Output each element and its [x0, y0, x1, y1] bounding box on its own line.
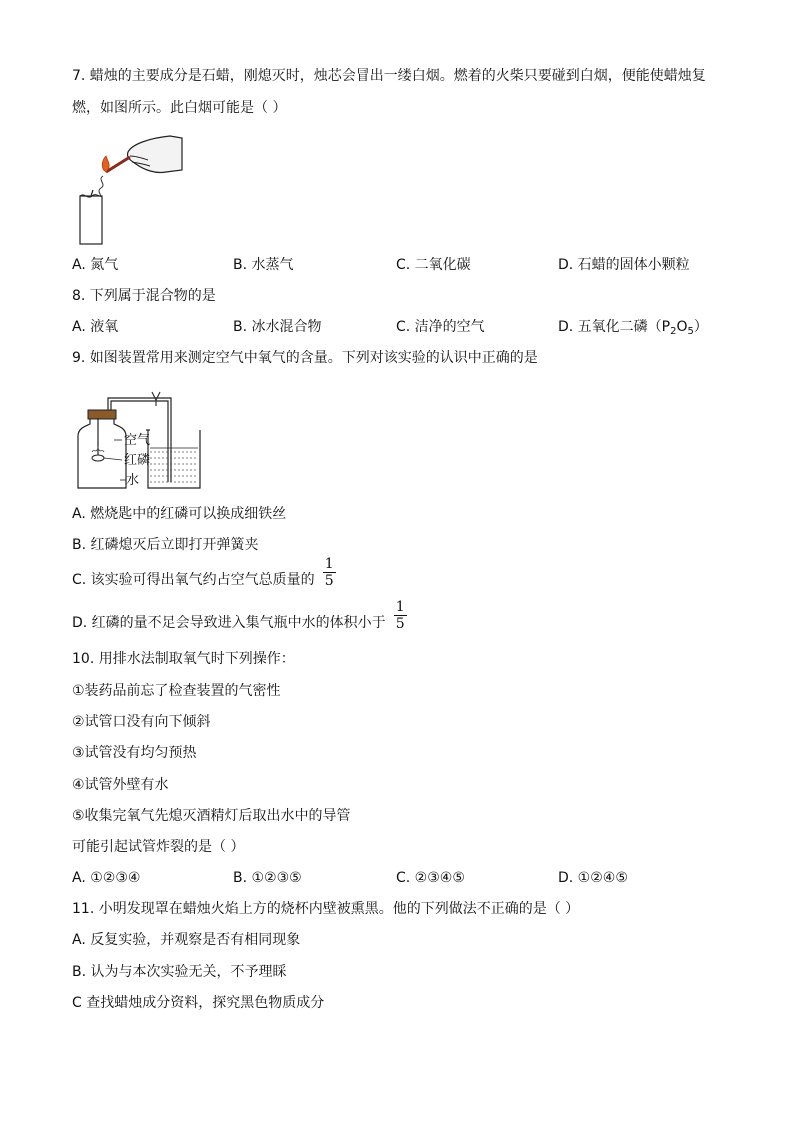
q7-option-c[interactable]: C. 二氧化碳 — [396, 257, 471, 273]
q8-option-d[interactable] — [558, 317, 708, 342]
q11-option-c[interactable]: C 查找蜡烛成分资料，探究黑色物质成分 — [72, 995, 325, 1011]
q7-option-b[interactable]: B. 水蒸气 — [233, 257, 294, 273]
q11-stem: 11. 小明发现罩在蜡烛火焰上方的烧杯内壁被熏黑。他的下列做法不正确的是（ ） — [72, 901, 580, 917]
q9-stem: 9. 如图装置常用来测定空气中氧气的含量。下列对该实验的认识中正确的是 — [72, 350, 538, 366]
q8-option-d-prefix: D. 五氧化二磷（P — [558, 319, 671, 335]
q10-item-2: ②试管口没有向下倾斜 — [72, 714, 211, 730]
q7-option-a[interactable]: A. 氮气 — [72, 257, 119, 273]
q8-option-a[interactable]: A. 液氧 — [72, 319, 119, 335]
q10-stem: 10. 用排水法制取氧气时下列操作： — [72, 651, 295, 667]
q10-option-c[interactable]: C. ②③④⑤ — [396, 870, 465, 886]
q10-item-3: ③试管没有均匀预热 — [72, 745, 197, 761]
fraction-denominator: 5 — [395, 615, 405, 632]
q7-stem-line2: 燃，如图所示。此白烟可能是（ ） — [72, 100, 287, 116]
q10-option-d[interactable]: D. ①②④⑤ — [558, 870, 628, 886]
q10-option-b[interactable]: B. ①②③⑤ — [233, 870, 302, 886]
q8-option-d-suffix: ） — [693, 319, 708, 335]
q9-option-c[interactable] — [72, 555, 336, 590]
q8-option-d-sub2: 5 — [687, 326, 694, 337]
fraction-denominator: 5 — [324, 572, 334, 589]
fraction-one-fifth — [394, 599, 407, 632]
q9-option-d[interactable] — [72, 598, 407, 633]
q8-option-b[interactable]: B. 冰水混合物 — [233, 319, 322, 335]
q9-option-b[interactable]: B. 红磷熄灭后立即打开弹簧夹 — [72, 537, 259, 553]
fraction-one-fifth — [323, 556, 336, 589]
q10-item-5: ⑤收集完氧气先熄灭酒精灯后取出水中的导管 — [72, 808, 351, 824]
q9-option-c-text: C. 该实验可得出氧气约占空气总质量的 — [72, 572, 315, 588]
q10-item-1: ①装药品前忘了检查装置的气密性 — [72, 683, 281, 699]
q10-question: 可能引起试管炸裂的是（ ） — [72, 839, 245, 855]
fraction-numerator: 1 — [395, 598, 405, 615]
label-air: 空气 — [124, 433, 151, 448]
fraction-numerator: 1 — [324, 555, 334, 572]
q10-option-a[interactable]: A. ①②③④ — [72, 870, 141, 886]
q8-option-d-mid: O — [676, 319, 688, 335]
q7-option-d[interactable]: D. 石蜡的固体小颗粒 — [558, 257, 690, 273]
label-red-phosphorus: 红磷 — [124, 453, 151, 468]
oxygen-content-apparatus-figure — [70, 382, 220, 494]
q9-option-d-text: D. 红磷的量不足会导致进入集气瓶中水的体积小于 — [72, 615, 386, 631]
q8-stem: 8. 下列属于混合物的是 — [72, 288, 216, 304]
q11-option-b[interactable]: B. 认为与本次实验无关，不予理睬 — [72, 964, 287, 980]
q9-option-a[interactable]: A. 燃烧匙中的红磷可以换成细铁丝 — [72, 506, 287, 522]
q8-option-d-sub1: 2 — [670, 326, 677, 337]
candle-relight-figure — [70, 130, 190, 248]
q11-option-a[interactable]: A. 反复实验，并观察是否有相同现象 — [72, 932, 301, 948]
label-water: 水 — [126, 473, 140, 488]
q8-option-c[interactable]: C. 洁净的空气 — [396, 319, 485, 335]
q7-stem-line1: 7. 蜡烛的主要成分是石蜡，刚熄灭时，烛芯会冒出一缕白烟。燃着的火柴只要碰到白烟，便能使蜡烛复 — [72, 68, 706, 84]
q10-item-4: ④试管外壁有水 — [72, 777, 169, 793]
